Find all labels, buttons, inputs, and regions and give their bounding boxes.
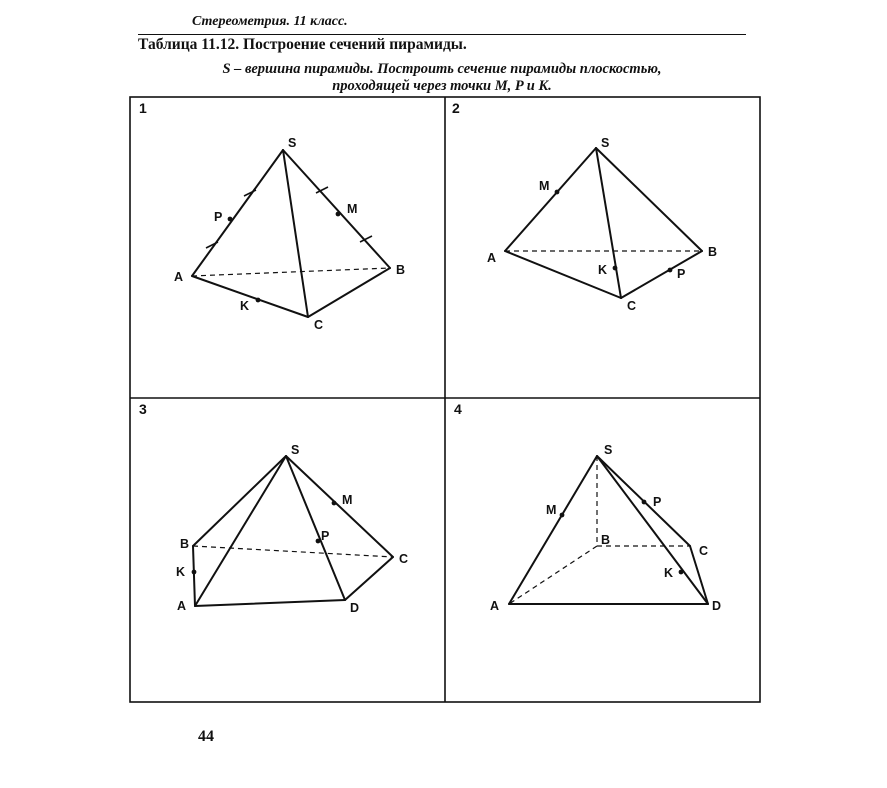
course-header: Стереометрия. 11 класс.: [192, 14, 348, 29]
label-M: M: [546, 503, 557, 517]
label-D: D: [712, 599, 722, 613]
label-P: P: [321, 529, 330, 543]
point-K: [613, 266, 618, 271]
label-K: K: [664, 566, 674, 580]
panel-3: [139, 401, 408, 615]
label-B: B: [601, 533, 611, 547]
grid-frame: [130, 97, 760, 702]
panel-number: 4: [454, 401, 462, 417]
label-A: A: [177, 599, 187, 613]
panel-number: 3: [139, 401, 147, 417]
label-M: M: [342, 493, 353, 507]
edge-SA: [505, 148, 596, 251]
label-P: P: [214, 210, 223, 224]
edge-SD: [597, 456, 708, 604]
label-C: C: [699, 544, 709, 558]
point-P: [668, 268, 673, 273]
edge-SA: [509, 456, 597, 604]
label-C: C: [399, 552, 409, 566]
edge-BC: [621, 251, 702, 298]
edge-DC: [345, 557, 393, 600]
label-S: S: [291, 443, 300, 457]
panel-2: [452, 100, 717, 313]
label-B: B: [180, 537, 190, 551]
edge-BC-hidden: [193, 546, 393, 557]
point-M: [336, 212, 341, 217]
edge-AC: [192, 276, 308, 317]
point-P: [316, 539, 321, 544]
point-P: [642, 500, 647, 505]
edge-SC: [286, 456, 393, 557]
label-K: K: [240, 299, 250, 313]
point-K: [679, 570, 684, 575]
edge-SA: [192, 150, 283, 276]
edge-SD: [286, 456, 345, 600]
label-P: P: [677, 267, 686, 281]
label-S: S: [601, 136, 610, 150]
panel-number: 1: [139, 100, 147, 116]
page-number: 44: [198, 728, 214, 745]
label-A: A: [490, 599, 500, 613]
label-D: D: [350, 601, 360, 615]
label-B: B: [708, 245, 718, 259]
point-K: [192, 570, 197, 575]
label-B: B: [396, 263, 406, 277]
label-C: C: [314, 318, 324, 332]
edge-SB: [283, 150, 390, 268]
panel-number: 2: [452, 100, 460, 116]
edge-SB: [596, 148, 702, 251]
panel-1: [139, 100, 405, 332]
edge-AD: [195, 600, 345, 606]
edge-BC: [308, 268, 390, 317]
edge-AB-hidden: [192, 268, 390, 276]
label-S: S: [604, 443, 613, 457]
point-K: [256, 298, 261, 303]
label-M: M: [539, 179, 550, 193]
point-M: [555, 190, 560, 195]
edge-AB: [193, 546, 195, 606]
label-P: P: [653, 495, 662, 509]
point-M: [332, 501, 337, 506]
panel-4: [454, 401, 721, 613]
edge-AB-hidden: [509, 546, 597, 604]
label-K: K: [176, 565, 186, 579]
task-line-2: проходящей через точки M, P и K.: [332, 78, 552, 94]
point-P: [228, 217, 233, 222]
edge-SC: [283, 150, 308, 317]
task-line-1: S – вершина пирамиды. Построить сечение пирамиды плоскостью,: [222, 61, 662, 77]
label-M: M: [347, 202, 358, 216]
label-K: K: [598, 263, 608, 277]
label-S: S: [288, 136, 297, 150]
label-C: C: [627, 299, 637, 313]
point-M: [560, 513, 565, 518]
label-A: A: [487, 251, 497, 265]
table-title: Таблица 11.12. Построение сечений пирамиды.: [138, 36, 467, 53]
label-A: A: [174, 270, 184, 284]
